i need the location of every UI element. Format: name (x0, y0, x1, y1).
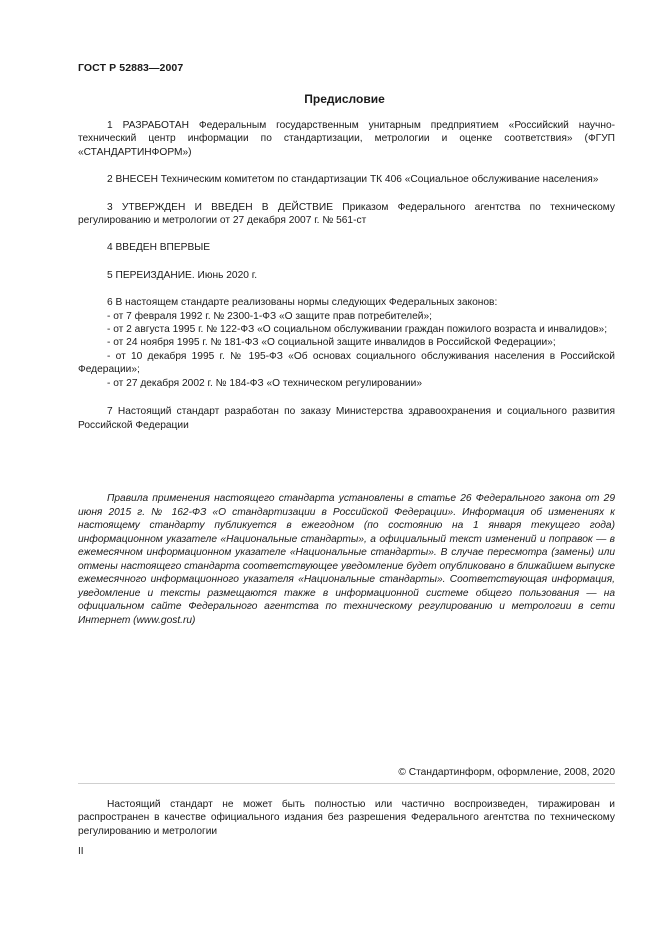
foreword-item-1: 1 РАЗРАБОТАН Федеральным государственным унитарным предприятием «Российский научно-технический центр информации по стандартизации, метрологии и оценке соответствия» (ФГУП «СТАНДАРТИНФОРМ») (78, 120, 615, 158)
federal-law-item: - от 24 ноября 1995 г. № 181-ФЗ «О социальной защите инвалидов в Российской Федерации»; (107, 337, 556, 349)
foreword-title: Предисловие (304, 92, 385, 106)
federal-law-item: - от 7 февраля 1992 г. № 2300-1-ФЗ «О защите прав потребителей»; (107, 310, 432, 322)
document-code: ГОСТ Р 52883—2007 (78, 62, 184, 74)
foreword-item-6-intro: 6 В настоящем стандарте реализованы нормы следующих Федеральных законов: (107, 297, 498, 309)
standard-application-notice: Правила применения настоящего стандарта установлены в статье 26 Федерального закона от 29 июня 2015 г. № 162-ФЗ «О стандартизации в Российской Федерации». Информация об изменениях к настоящему стандарту публикуется в ежегодном (по состоянию на 1 января текущего года) информационном указателе «Национальные стандарты», а официальный текст изменений и поправок — в ежемесячном информационном указателе «Национальные стандарты». В случае пересмотра (замены) или отмены настоящего стандарта соответствующее уведомление будет опубликовано в ближайшем выпуске ежемесячного информационного указателя «Национальные стандарты». Соответствующая информация, уведомление и тексты размещаются также в информационной системе общего пользования — на официальном сайте Федерального агентства по техническому регулированию и метрологии в сети Интернет (www.gost.ru) (78, 493, 615, 626)
federal-law-item: - от 2 августа 1995 г. № 122-ФЗ «О социальном обслуживании граждан пожилого возраста и инвалидов»; (107, 324, 608, 336)
page-number: II (78, 846, 84, 857)
foreword-item-5: 5 ПЕРЕИЗДАНИЕ. Июнь 2020 г. (107, 269, 258, 281)
divider (78, 783, 615, 784)
copyright-line: © Стандартинформ, оформление, 2008, 2020 (398, 767, 615, 778)
foreword-item-3: 3 УТВЕРЖДЕН И ВВЕДЕН В ДЕЙСТВИЕ Приказом Федерального агентства по техническому регулированию и метрологии от 27 декабря 2007 г. № 561-ст (78, 201, 615, 227)
federal-law-item: - от 10 декабря 1995 г. № 195-ФЗ «Об основах социального обслуживания населения в Российской Федерации»; (78, 350, 615, 376)
reproduction-notice: Настоящий стандарт не может быть полностью или частично воспроизведен, тиражирован и распространен в качестве официального издания без разрешения Федерального агентства по техническому регулированию и метрологии (78, 799, 615, 837)
federal-law-item: - от 27 декабря 2002 г. № 184-ФЗ «О техническом регулировании» (107, 377, 422, 389)
federal-laws-list (78, 310, 615, 390)
foreword-item-2: 2 ВНЕСЕН Техническим комитетом по стандартизации ТК 406 «Социальное обслуживание населения» (107, 174, 599, 186)
foreword-item-7: 7 Настоящий стандарт разработан по заказу Министерства здравоохранения и социального развития Российской Федерации (78, 406, 615, 431)
foreword-item-4: 4 ВВЕДЕН ВПЕРВЫЕ (107, 242, 211, 254)
foreword-body (78, 119, 615, 446)
